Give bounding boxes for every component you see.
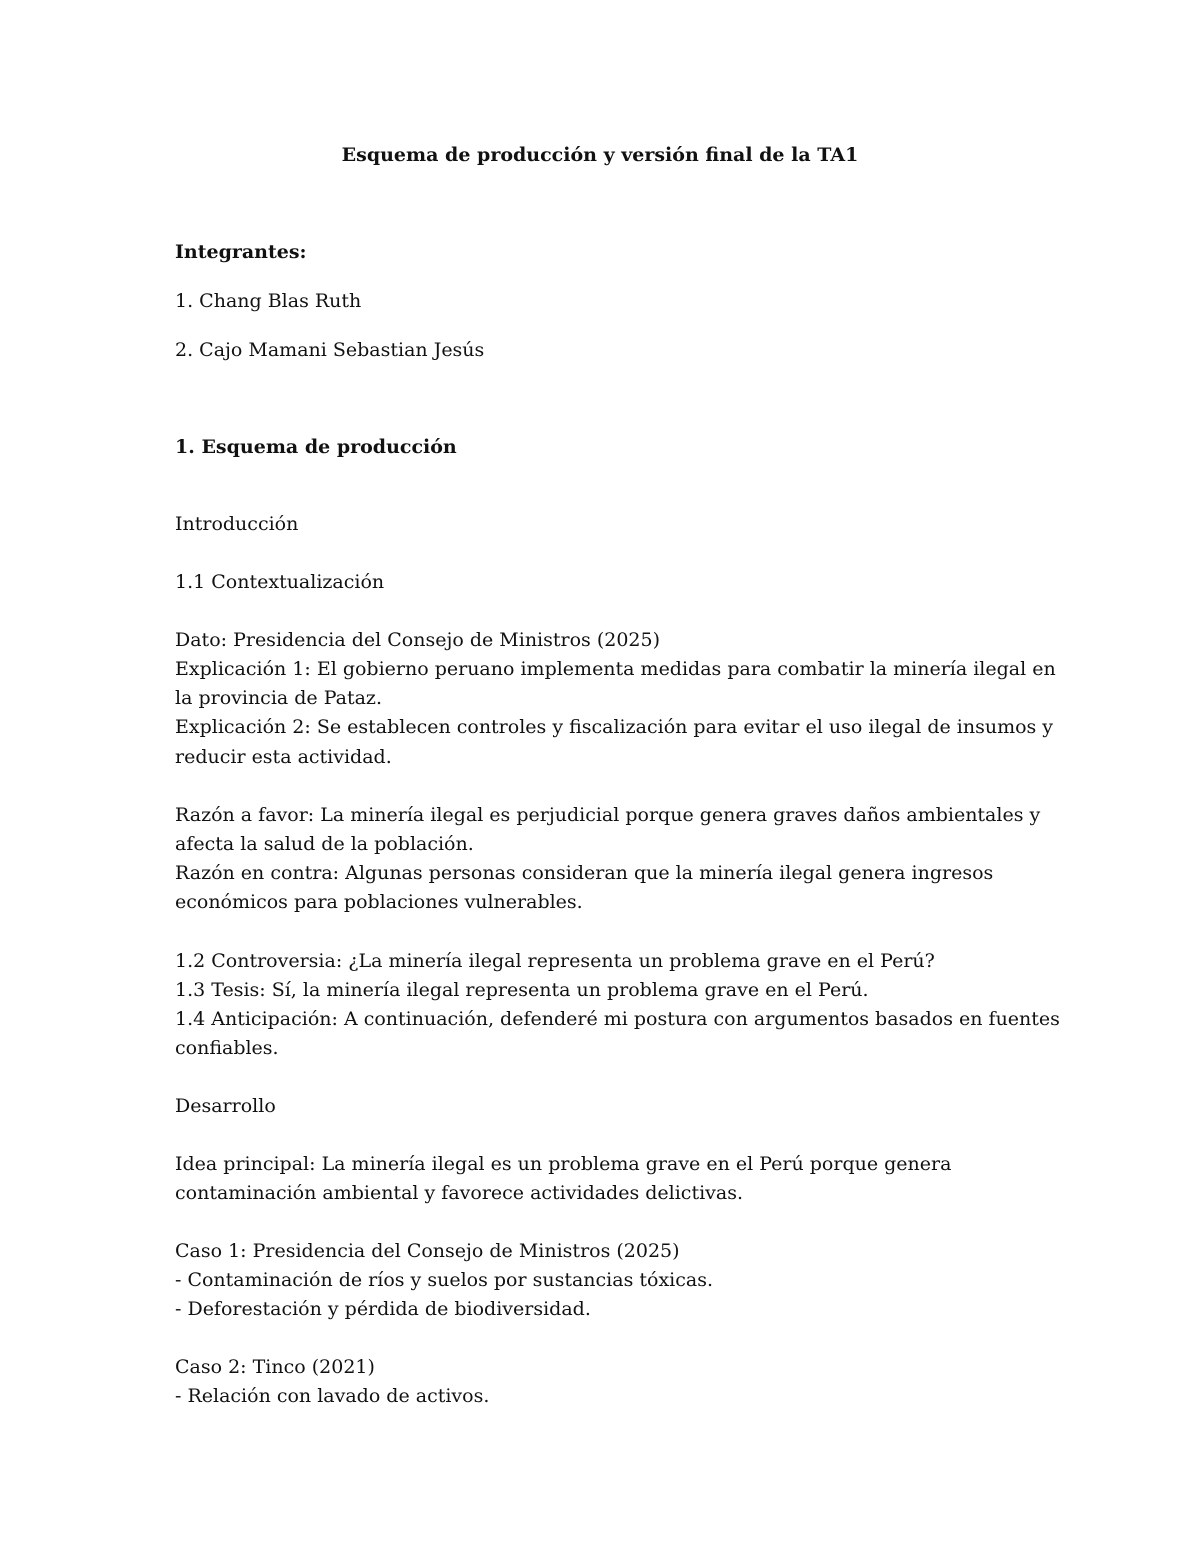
case-heading: Caso 2: Tinco (2021)	[175, 1356, 375, 1378]
document-title: Esquema de producción y versión final de la TA1	[341, 144, 859, 166]
anticipation-line: 1.4 Anticipación: A continuación, defenderé mi postura con argumentos basados en fuentes	[175, 1008, 1060, 1030]
context-line: Explicación 2: Se establecen controles y fiscalización para evitar el uso ilegal de insumos y	[175, 716, 1054, 738]
case-item: - Relación con lavado de activos.	[175, 1385, 490, 1407]
context-line: la provincia de Pataz.	[175, 687, 382, 709]
context-line: Dato: Presidencia del Consejo de Ministros (2025)	[175, 629, 661, 651]
case-item: - Deforestación y pérdida de biodiversidad.	[175, 1298, 591, 1320]
case-heading: Caso 1: Presidencia del Consejo de Ministros (2025)	[175, 1240, 680, 1262]
reason-line: afecta la salud de la población.	[175, 833, 474, 855]
contextualization-heading: 1.1 Contextualización	[175, 571, 385, 593]
reason-line: económicos para poblaciones vulnerables.	[175, 891, 583, 913]
main-idea-line: contaminación ambiental y favorece actividades delictivas.	[175, 1182, 744, 1204]
anticipation-line: confiables.	[175, 1037, 279, 1059]
member-item: 1. Chang Blas Ruth	[175, 290, 362, 312]
controversy-line: 1.2 Controversia: ¿La minería ilegal representa un problema grave en el Perú?	[175, 950, 935, 972]
reason-line: Razón en contra: Algunas personas consideran que la minería ilegal genera ingresos	[175, 862, 994, 884]
context-line: Explicación 1: El gobierno peruano implementa medidas para combatir la minería ilegal en	[175, 658, 1056, 680]
members-heading: Integrantes:	[175, 241, 307, 263]
thesis-line: 1.3 Tesis: Sí, la minería ilegal representa un problema grave en el Perú.	[175, 979, 869, 1001]
reason-line: Razón a favor: La minería ilegal es perjudicial porque genera graves daños ambientales y	[175, 804, 1041, 826]
case-item: - Contaminación de ríos y suelos por sustancias tóxicas.	[175, 1269, 713, 1291]
section-heading: 1. Esquema de producción	[175, 436, 457, 458]
development-heading: Desarrollo	[175, 1095, 276, 1117]
main-idea-line: Idea principal: La minería ilegal es un problema grave en el Perú porque genera	[175, 1153, 952, 1175]
member-item: 2. Cajo Mamani Sebastian Jesús	[175, 339, 485, 361]
context-line: reducir esta actividad.	[175, 746, 392, 768]
intro-heading: Introducción	[175, 513, 299, 535]
